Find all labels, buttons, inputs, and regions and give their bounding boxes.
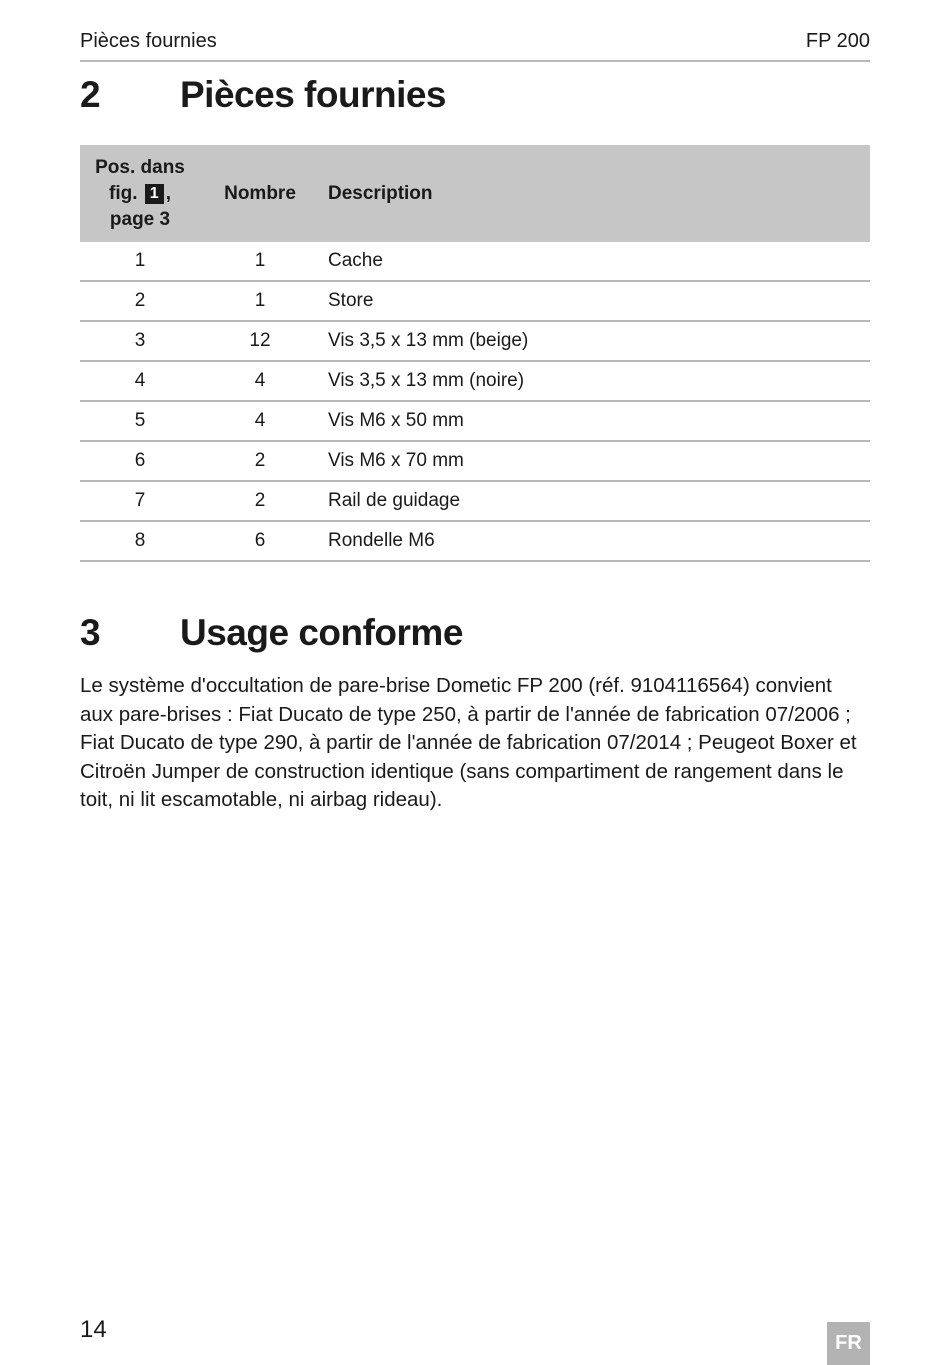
page-number: 14 [80, 1316, 107, 1343]
cell-position: 4 [80, 361, 200, 401]
table-row [80, 441, 870, 481]
cell-position: 5 [80, 401, 200, 441]
table-row [80, 281, 870, 321]
section-title: Usage conforme [180, 612, 463, 653]
table-header-row [80, 145, 870, 242]
cell-position: 8 [80, 521, 200, 561]
cell-count: 1 [200, 281, 320, 321]
header-position-comma: , [165, 182, 171, 204]
cell-position: 7 [80, 481, 200, 521]
cell-description: Cache [320, 242, 870, 281]
cell-count: 6 [200, 521, 320, 561]
header-product-name: FP 200 [805, 30, 870, 52]
cell-description: Store [320, 281, 870, 321]
parts-table [80, 145, 870, 562]
table-row [80, 361, 870, 401]
cell-description: Rail de guidage [320, 481, 870, 521]
section-title: Pièces fournies [180, 74, 447, 115]
header-description: Description [320, 145, 870, 242]
cell-count: 2 [200, 481, 320, 521]
header-position-line1: Pos. dans [95, 156, 185, 178]
cell-description: Rondelle M6 [320, 521, 870, 561]
cell-position: 3 [80, 321, 200, 361]
section-heading-parts [80, 74, 870, 120]
cell-count: 12 [200, 321, 320, 361]
intended-use-paragraph: Le système d'occultation de pare-brise Dometic FP 200 (réf. 9104116564) convient aux pare-brises : Fiat Ducato de type 250, à partir de l'année de fabrication 07/2006 ; Fiat Ducato de type 290, à partir de l'année de fabrication 07/2014 ; Peugeot Boxer et Citroën Jumper de construction identique (sans compartiment de rangement dans le toit, ni lit escamotable, ni airbag rideau). [80, 674, 857, 811]
header-position [80, 145, 200, 242]
header-position-line3: page 3 [109, 208, 171, 230]
cell-position: 2 [80, 281, 200, 321]
language-tab: FR [827, 1322, 870, 1365]
cell-position: 6 [80, 441, 200, 481]
cell-count: 1 [200, 242, 320, 281]
cell-count: 4 [200, 361, 320, 401]
table-row [80, 242, 870, 281]
cell-description: Vis 3,5 x 13 mm (beige) [320, 321, 870, 361]
header-position-fig: fig. [109, 182, 138, 204]
figure-reference-badge: 1 [145, 184, 164, 204]
section-heading-intended-use [80, 612, 870, 658]
table-row [80, 481, 870, 521]
cell-count: 4 [200, 401, 320, 441]
running-header [80, 28, 870, 62]
header-count: Nombre [200, 145, 320, 242]
table-row [80, 521, 870, 561]
cell-description: Vis M6 x 50 mm [320, 401, 870, 441]
cell-description: Vis 3,5 x 13 mm (noire) [320, 361, 870, 401]
table-row [80, 401, 870, 441]
table-row [80, 321, 870, 361]
section-number: 2 [80, 74, 101, 115]
header-section-title: Pièces fournies [80, 30, 217, 52]
section-number: 3 [80, 612, 101, 653]
cell-position: 1 [80, 242, 200, 281]
cell-count: 2 [200, 441, 320, 481]
cell-description: Vis M6 x 70 mm [320, 441, 870, 481]
